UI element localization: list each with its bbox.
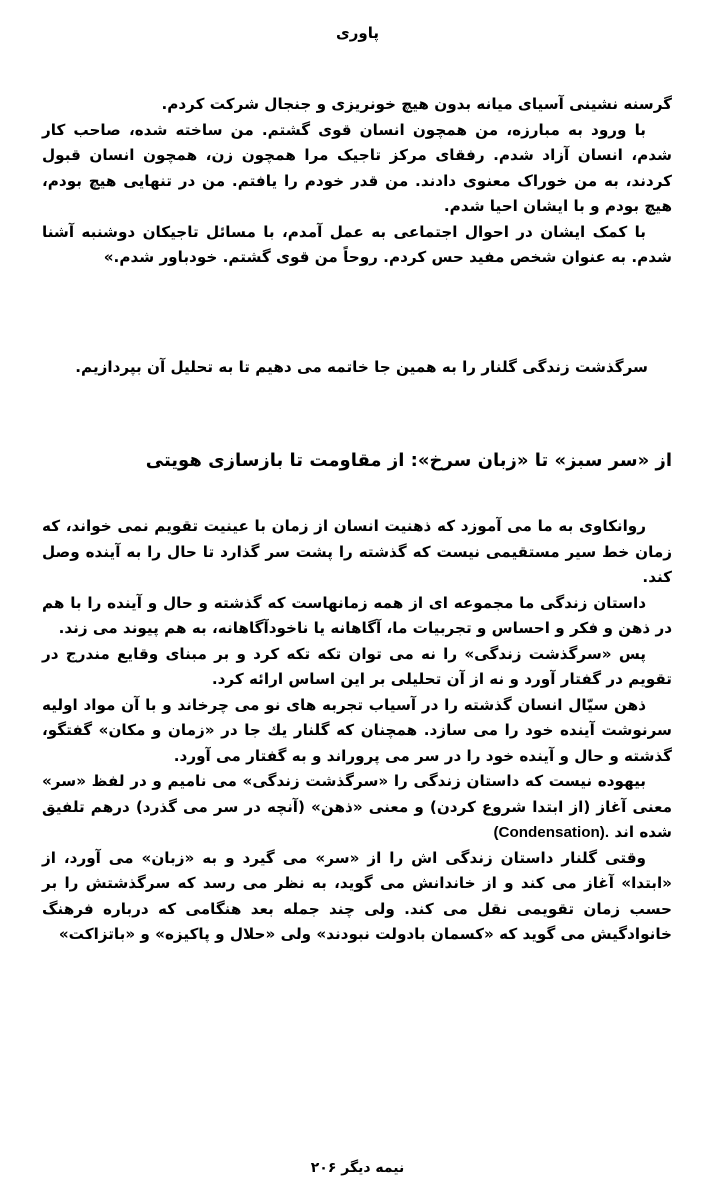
section-paragraph-1: روانکاوی به ما می آموزد که ذهنیت انسان از زمان با عینیت تقویم نمی خواند، که زمان خط سیر مستقیمی نیست که گذشته را پشت سر گذارد تا حال را به آینده وصل کند. [42,517,672,586]
page-footer: نیمه دیگر ۲۰۶ [310,1160,405,1176]
summary-sentence: سرگذشت زندگی گلنار را به همین جا خاتمه می دهیم تا به تحلیل آن بپردازیم. [75,358,648,376]
summary-block [42,355,672,381]
intro-paragraph-3: با کمک ایشان در احوال اجتماعی به عمل آمدم، با مسائل تاجیکان دوشنبه آشنا شدم. به عنوان شخص مفید حس کردم. روحاً من قوی گشتم. خودباور شدم.» [42,222,672,266]
section-body [42,514,672,948]
section-paragraph-4: ذهن سیّال انسان گذشته را در آسیاب تجربه های نو می چرخاند و با آن مواد اولیه سرنوشت آینده خود را می سازد. همچنان که گلنار یك جا در «زمان و مکان» گفتگو، گذشته و حال و آینده خود را در سر می پروراند و به گفتار می آورد. [42,695,672,765]
intro-block [42,92,672,271]
section-paragraph-5 [42,769,672,846]
section-heading: از «سر سبز» تا «زبان سرخ»: از مقاومت تا بازسازی هویتی [145,450,672,471]
running-title: پاوری [336,24,379,42]
condensation-term: (Condensation). [493,824,610,841]
intro-paragraph-2: با ورود به مبارزه، من همچون انسان قوی گشتم. من ساخته شده، صاحب کار شدم، انسان آزاد شدم. رفقای مرکز تاجیک مرا همچون زن، همچون انسان قبول کردند، به من خوراک معنوی دادند. من قدر خودم را یافتم. من در تنهایی هیچ بودم، هیچ بودم و با ایشان احیا شدم. [42,120,672,215]
section-paragraph-5-text: بیهوده نیست که داستان زندگی را «سرگذشت زندگی» می نامیم و در لفظ «سر» معنی آغاز (از ابتدا شروع کردن) و معنی «ذهن» (آنچه در سر می گذرد) درهم تلفیق شده اند [42,772,672,841]
section-paragraph-3: پس «سرگذشت زندگی» را نه می توان تکه تکه کرد و بر مبنای وقایع مندرج در تقویم در گفتار آورد و نه از آن تحلیلی بر این اساس ارائه کرد. [42,644,672,688]
intro-paragraph-1: گرسنه نشینی آسیای میانه بدون هیچ خونریزی و جنجال شرکت کردم. [161,95,672,113]
section-paragraph-2: داستان زندگی ما مجموعه ای از همه زمانهاست که گذشته و حال و آینده را با هم در ذهن و فکر و احساس و تجربیات ما، آگاهانه یا ناخودآگاهانه، به هم پیوند می زند. [42,593,672,637]
section-paragraph-6: وقتی گلنار داستان زندگی اش را از «سر» می گیرد و به «زبان» می آورد، از «ابتدا» آغاز می کند و از خاندانش می گوید، به نظر می رسد که سرگذشتش را بر حسب زمان تقویمی نقل می کند. ولی چند جمله بعد هنگامی که درباره فرهنگ خانوادگیش می گوید که «کسمان بادولت نبودند» ولی «حلال و پاکیزه» و «باتزاکت» [42,848,672,943]
